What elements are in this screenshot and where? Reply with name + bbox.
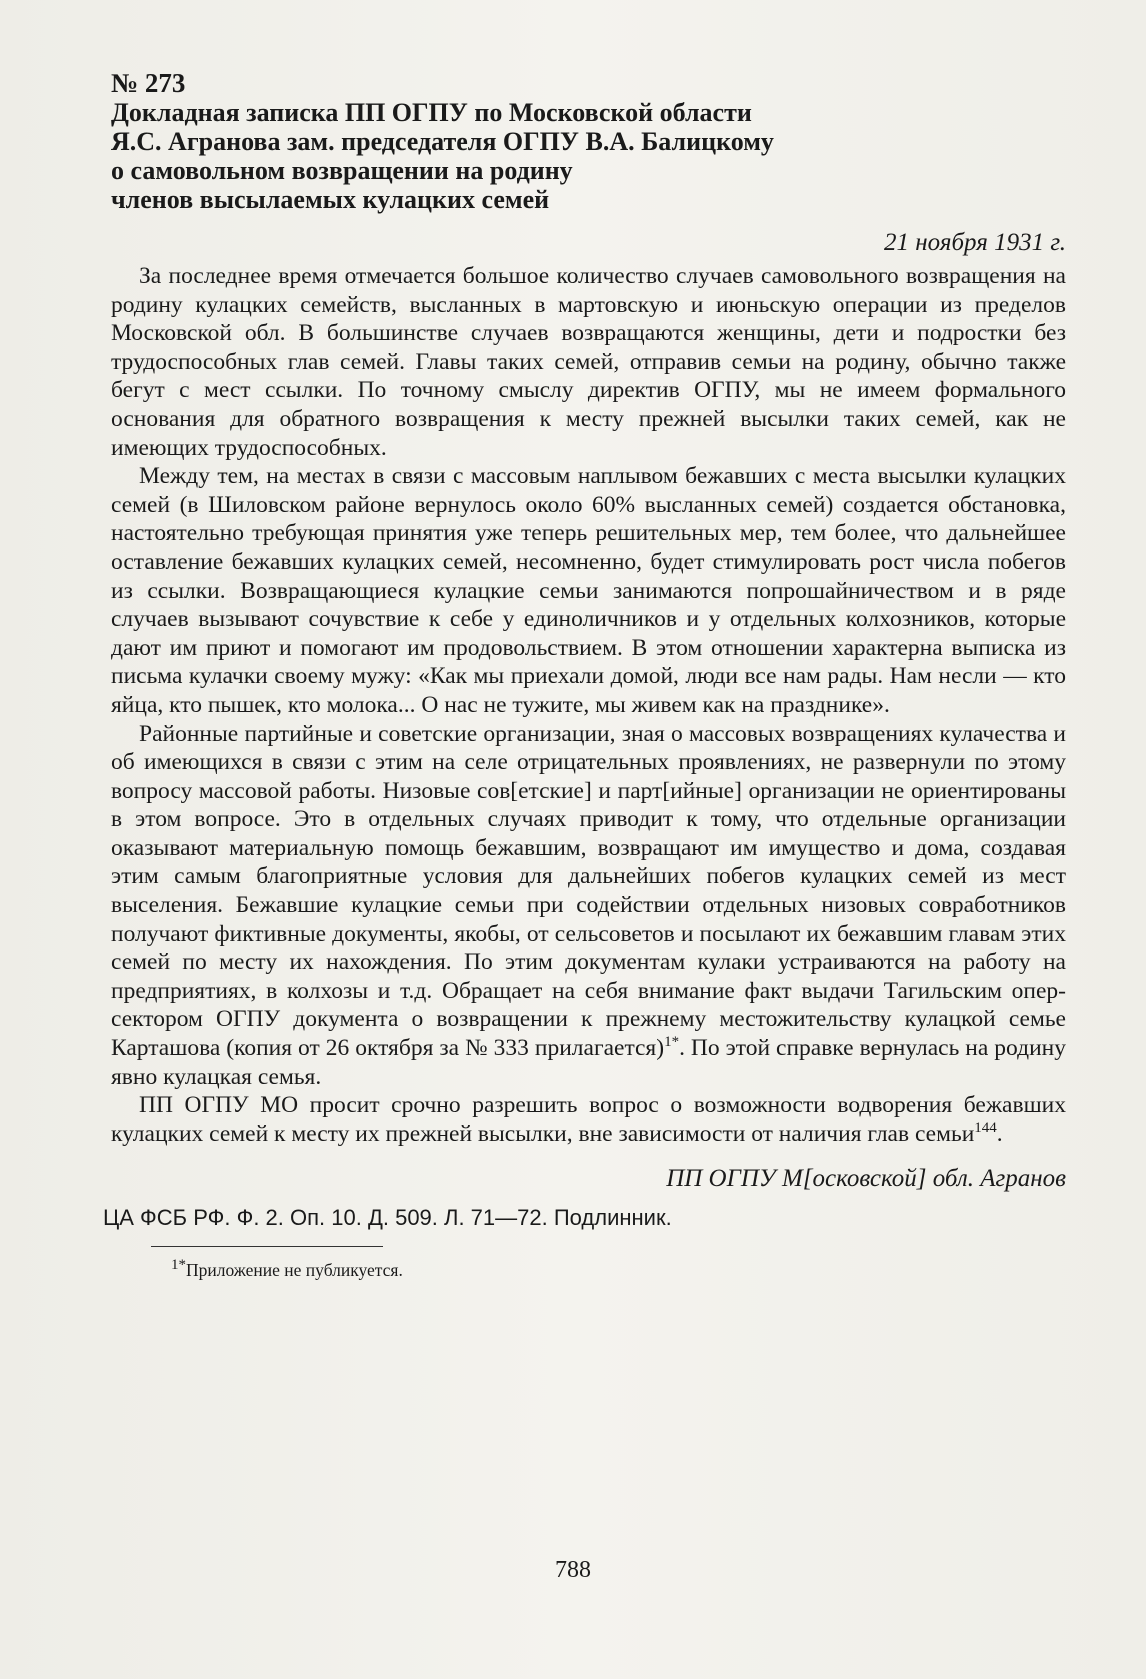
archive-source: ЦА ФСБ РФ. Ф. 2. Оп. 10. Д. 509. Л. 71—72. Подлинник. xyxy=(103,1205,672,1231)
paragraph-1 xyxy=(111,262,1066,462)
page-number: 788 xyxy=(555,1557,591,1583)
signature: ПП ОГПУ М[осковской] обл. Агранов xyxy=(666,1165,1066,1193)
paragraph-2-text: Между тем, на местах в связи с массовым наплывом бежавших с места высылки кулацких семей (в Шиловском районе вернулось около 60% высланных семей) создается обстановка, настоятельно требующая принятия уже теперь решительных мер, тем более, что дальнейшее оставление бежавших кулацких семей, несомненно, будет стимулировать рост числа побегов из ссылки. Возвращающиеся кулацкие семьи занимаются попрошайничеством и в ряде случаев вызывают сочувствие к себе у единоличников и у отдельных колхозников, которые дают им приют и помогают им продовольствием. В этом отношении характерна выписка из письма кулачки своему мужу: «Как мы приехали домой, люди все нам рады. Нам несли — кто яйца, кто пышек, кто молока... О нас не тужите, мы живем как на празднике». xyxy=(111,463,1066,718)
footnote-reference: 1* xyxy=(664,1034,680,1051)
document-number: № 273 xyxy=(111,68,186,98)
paragraph-3-tail: . По этой справке вернулась на родину явно кулацкая семья. xyxy=(111,1035,1066,1090)
paragraph-3-text: Районные партийные и советские организации, зная о массовых возвращениях кулачества и об имеющихся в связи с этим на селе отрицательных проявлениях, не развернули по этому вопросу массовой работы. Низовые сов[етские] и парт[ийные] организации не ориентированы в этом вопросе. Это в отдельных случаях приводит к тому, что отдельные организации оказывают материальную помощь бежавшим, возвращают им имущество и дома, создавая этим самым благоприятные условия для дальнейших побегов кулацких семей из мест выселения. Бежавшие кулацкие семьи при содействии отдельных низовых совработников получают фиктивные документы, якобы, от сельсоветов и посылают их бежавшим главам этих семей по месту их нахождения. По этим документам кулаки устраиваются на работу на предприятиях, в колхозы и т.д. Обращает на себя внимание факт выдачи Тагильским оперсектором ОГПУ документа о возвращении к прежнему местожительству кулацкой семье Карташова (копия от 26 октября за № 333 прилагается) xyxy=(111,720,1066,1062)
endnote-reference: 144 xyxy=(974,1119,997,1136)
paragraph-4-text: ПП ОГПУ МО просит срочно разрешить вопрос о возможности водворения бежавших кулацких семей к месту их прежней высылки, вне зависимости от наличия глав семьи xyxy=(111,1092,1066,1147)
paragraph-3 xyxy=(111,720,1066,1092)
paragraph-2 xyxy=(111,462,1066,719)
paragraph-4-tail: . xyxy=(996,1120,1003,1147)
footnote-text: Приложение не публикуется. xyxy=(186,1260,403,1281)
footnote-divider xyxy=(151,1246,383,1247)
document-body xyxy=(103,68,1066,1281)
paragraph-4 xyxy=(111,1091,1066,1148)
paragraph-1-text: За последнее время отмечается большое количество случаев самовольного возвращения на родину кулацких семейств, высланных в мартовскую и июньскую операции из пределов Московской обл. В большинстве случаев возвращаются женщины, дети и подростки без трудоспособных глав семей. Главы таких семей, отправив семьи на родину, обычно также бегут с мест ссылки. По точному смыслу директив ОГПУ, мы не имеем формального основания для обратного возвращения к месту прежней высылки таких семей, как не имеющих трудоспособных. xyxy=(111,263,1066,461)
document-title: Докладная записка ПП ОГПУ по Московской области Я.С. Агранова зам. председателя ОГПУ В.А. Балицкому о самовольном возвращении на родину членов высылаемых кулацких семей xyxy=(111,98,774,214)
footnote xyxy=(171,1259,1066,1281)
document-date: 21 ноября 1931 г. xyxy=(884,229,1066,256)
footnote-mark: 1* xyxy=(171,1257,186,1274)
